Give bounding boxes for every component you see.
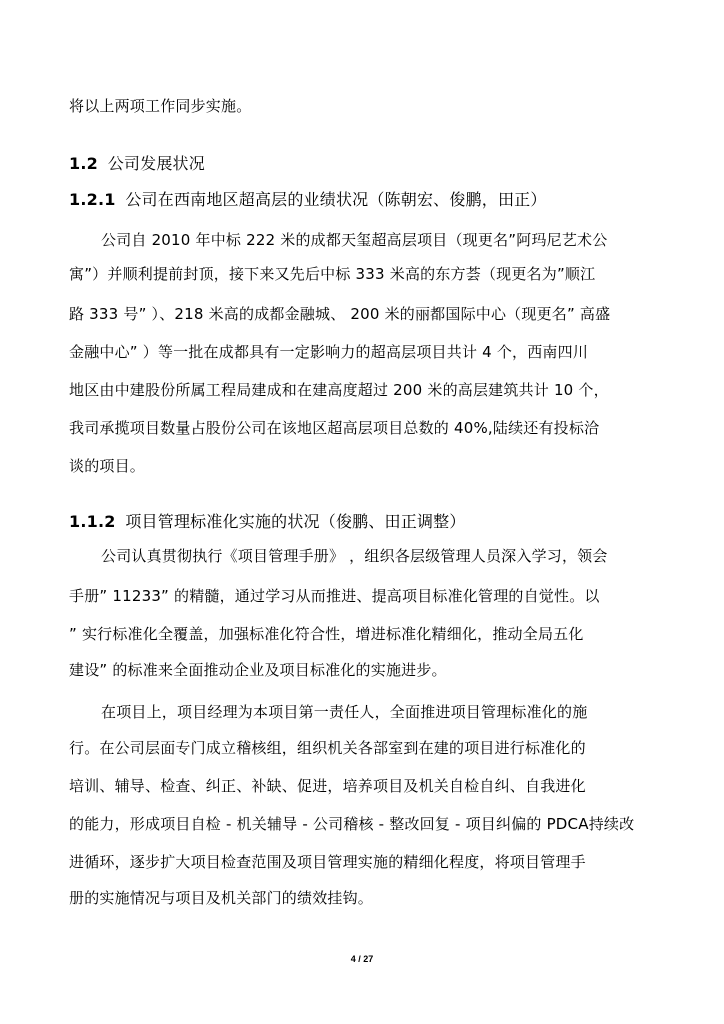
paragraph-line: 金融中心” ）等一批在成都具有一定影响力的超高层项目共计 4 个，西南四川 <box>69 343 589 361</box>
paragraph-line: ” 实行标准化全覆盖，加强标准化符合性，增进标准化精细化，推动全局五化 <box>69 625 584 643</box>
heading-text: 项目管理标准化实施的状况（俊鹏、田正调整） <box>125 512 466 531</box>
paragraph-line: 我司承揽项目数量占股份公司在该地区超高层项目总数的 40%,陆续还有投标洽 <box>69 419 600 437</box>
paragraph-line: 在项目上，项目经理为本项目第一责任人，全面推进项目管理标准化的施 <box>101 703 588 721</box>
paragraph-line: 行。在公司层面专门成立稽核组，组织机关各部室到在建的项目进行标准化的 <box>69 739 586 757</box>
section-heading-1-2-1 <box>69 190 547 210</box>
paragraph-line: 的能力，形成项目自检 - 机关辅导 - 公司稽核 - 整改回复 - 项目纠偏的 PDCA持续改 <box>69 815 635 833</box>
paragraph-line: 地区由中建股份所属工程局建成和在建高度超过 200 米的高层建筑共计 10 个， <box>69 381 609 399</box>
paragraph-line: 建设” 的标准来全面推动企业及项目标准化的实施进步。 <box>69 661 447 679</box>
heading-number: 1.2.1 <box>69 190 116 209</box>
section-heading-1-1-2 <box>69 512 466 532</box>
paragraph-line: 谈的项目。 <box>69 457 146 475</box>
page-number: 4 / 27 <box>350 954 374 964</box>
heading-text: 公司发展状况 <box>107 154 205 173</box>
paragraph-line: 将以上两项工作同步实施。 <box>69 97 252 115</box>
heading-number: 1.2 <box>69 154 98 173</box>
heading-text: 公司在西南地区超高层的业绩状况（陈朝宏、俊鹏，田正） <box>125 190 547 209</box>
paragraph-line: 路 333 号” ）、218 米高的成都金融城、 200 米的丽都国际中心（现更名” 高盛 <box>69 305 611 323</box>
paragraph-line: 培训、辅导、检查、纠正、补缺、促进，培养项目及机关自检自纠、自我进化 <box>69 777 586 795</box>
section-heading-1-2 <box>69 154 205 174</box>
paragraph-line: 寓”）并顺利提前封顶，接下来又先后中标 333 米高的东方荟（现更名为”顺江 <box>69 265 596 283</box>
paragraph-line: 册的实施情况与项目及机关部门的绩效挂钩。 <box>69 889 374 907</box>
heading-number: 1.1.2 <box>69 512 116 531</box>
paragraph-line: 公司自 2010 年中标 222 米的成都天玺超高层项目（现更名”阿玛尼艺术公 <box>101 231 608 249</box>
paragraph-line: 公司认真贯彻执行《项目管理手册》 ，组织各层级管理人员深入学习，领会 <box>101 547 608 565</box>
paragraph-line: 手册” 11233” 的精髓，通过学习从而推进、提高项目标准化管理的自觉性。以 <box>69 587 600 605</box>
paragraph-line: 进循环，逐步扩大项目检查范围及项目管理实施的精细化程度，将项目管理手 <box>69 853 586 871</box>
